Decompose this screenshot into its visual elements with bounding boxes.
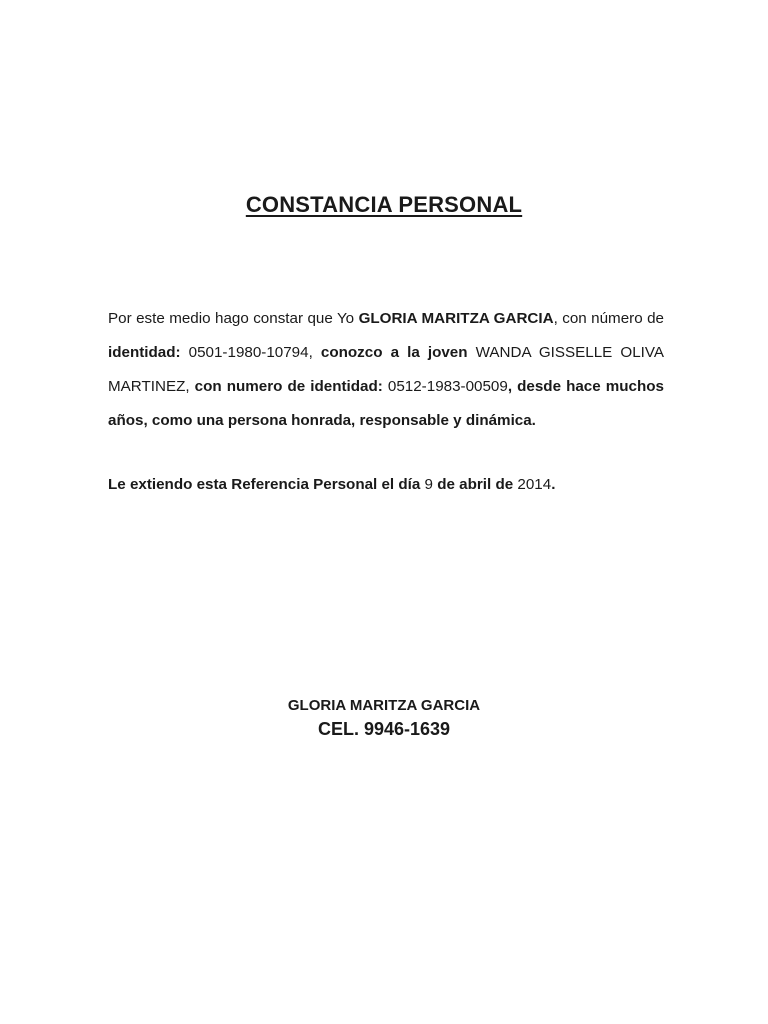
p1-id-label-2: con numero de identidad: [194,378,383,395]
p1-id-label-1: identidad: [108,344,181,361]
declarant-name: GLORIA MARITZA GARCIA [358,310,554,327]
paragraph-issuance [108,468,664,502]
referenced-id-number: 0512-1983-00509 [382,378,508,395]
p2-text-3: . [551,476,556,493]
document-body [108,302,664,502]
paragraph-declaration [108,302,664,438]
p2-text-2: de abril de [433,476,518,493]
declarant-id-number: 0501-1980-10794, [180,344,321,361]
referenced-person-name: WANDA GISSELLE OLIVA MARTINEZ, [108,344,664,395]
p1-text-8: , desde hace muchos años, como una persona honrada, responsable y dinámica. [108,378,664,429]
p1-text-2: , con número de [553,310,664,327]
signature-name: GLORIA MARITZA GARCIA [287,697,481,714]
p2-text-1: Le extiendo esta Referencia Personal el día [108,476,425,493]
document-title: CONSTANCIA PERSONAL [245,192,523,217]
issuance-year: 2014 [517,476,552,493]
signature-phone: CEL. 9946-1639 [317,719,451,739]
p1-text-1: Por este medio hago constar que Yo [108,310,359,327]
issuance-day: 9 [424,476,433,493]
p1-text-4: conozco a la joven [320,344,468,361]
